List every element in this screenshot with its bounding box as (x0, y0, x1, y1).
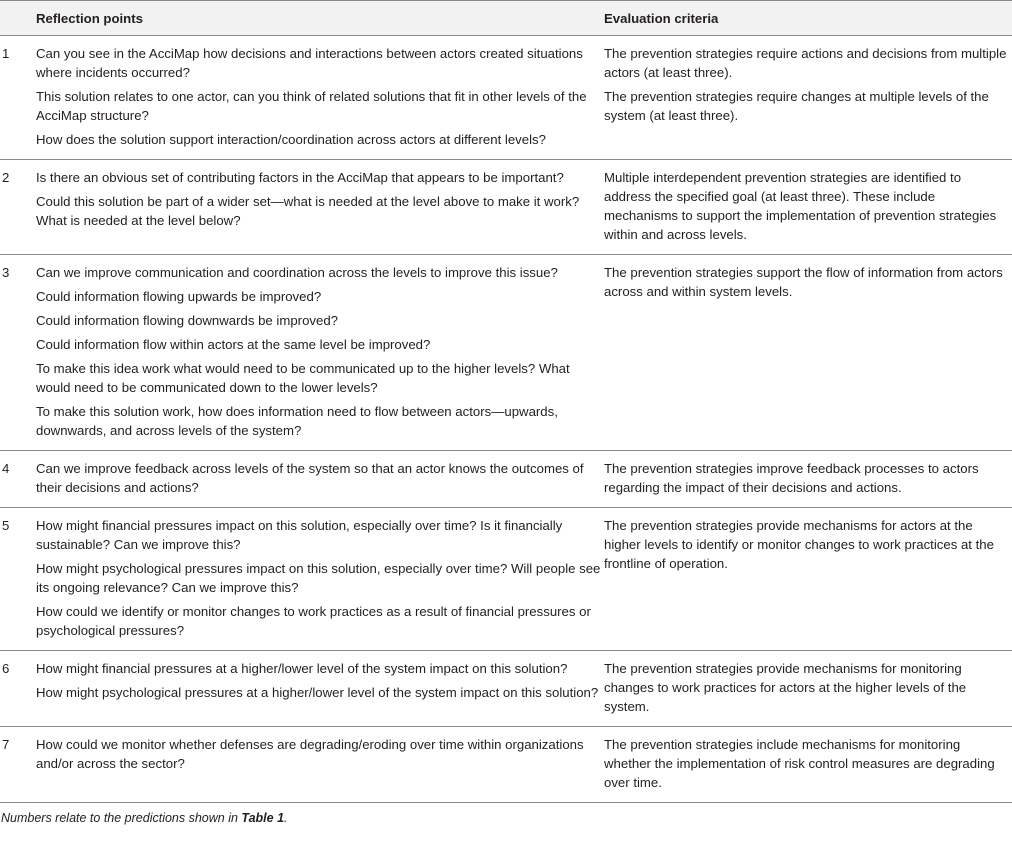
row-number: 7 (0, 727, 36, 803)
evaluation-criteria-cell (604, 727, 1012, 803)
reflection-points-cell (36, 451, 604, 508)
evaluation-criteria-cell (604, 451, 1012, 508)
table-footnote (0, 803, 1012, 828)
row-number: 6 (0, 651, 36, 727)
evaluation-criterion: The prevention strategies provide mechanisms for monitoring changes to work practices for actors at the higher levels of the system. (604, 661, 967, 714)
reflection-point: How could we identify or monitor changes to work practices as a result of financial pressures or psychological pressures? (36, 604, 591, 638)
table-row (0, 508, 1012, 651)
reflection-point: Can we improve feedback across levels of the system so that an actor knows the outcomes of their decisions and actions? (36, 461, 584, 495)
reflection-points-cell (36, 255, 604, 451)
reflection-point: To make this idea work what would need to be communicated up to the higher levels? What would need to be communicated down to the lower levels? (36, 361, 570, 395)
evaluation-criteria-cell (604, 508, 1012, 651)
reflection-points-cell (36, 160, 604, 255)
reflection-point: Could this solution be part of a wider set—what is needed at the level above to make it work? What is needed at the level below? (36, 194, 580, 228)
reflection-point: How might financial pressures impact on this solution, especially over time? Is it financially sustainable? Can we improve this? (36, 518, 563, 552)
reflection-points-cell (36, 36, 604, 160)
reflection-point: Can you see in the AcciMap how decisions and interactions between actors created situations where incidents occurred? (36, 46, 583, 80)
evaluation-criterion: The prevention strategies include mechanisms for monitoring whether the implementation of risk control measures are degrading over time. (604, 737, 995, 790)
header-evaluation-criteria: Evaluation criteria (604, 1, 1012, 36)
row-number: 2 (0, 160, 36, 255)
reflection-point: How might financial pressures at a higher/lower level of the system impact on this solution? (36, 661, 568, 676)
reflection-point: Could information flowing downwards be improved? (36, 313, 339, 328)
table-row (0, 36, 1012, 160)
reflection-point: How could we monitor whether defenses are degrading/eroding over time within organizations and/or across the sector? (36, 737, 584, 771)
table-row (0, 651, 1012, 727)
header-num (0, 1, 36, 36)
table-row (0, 255, 1012, 451)
header-reflection-points: Reflection points (36, 1, 604, 36)
reflection-point: Can we improve communication and coordination across the levels to improve this issue? (36, 265, 558, 280)
reflection-point: This solution relates to one actor, can you think of related solutions that fit in other levels of the AcciMap structure? (36, 89, 587, 123)
evaluation-criterion: The prevention strategies require actions and decisions from multiple actors (at least three). (604, 46, 1007, 80)
row-number: 1 (0, 36, 36, 160)
evaluation-criteria-cell (604, 651, 1012, 727)
evaluation-criterion: Multiple interdependent prevention strategies are identified to address the specified goal (at least three). These include mechanisms to support the implementation of prevention strategies within and across levels. (604, 170, 997, 242)
footnote-suffix: . (284, 811, 288, 825)
row-number: 4 (0, 451, 36, 508)
reflection-points-cell (36, 508, 604, 651)
table-body (0, 36, 1012, 803)
reflection-point: To make this solution work, how does information need to flow between actors—upwards, downwards, and across levels of the system? (36, 404, 558, 438)
reflection-points-cell (36, 727, 604, 803)
evaluation-criterion: The prevention strategies provide mechanisms for actors at the higher levels to identify or monitor changes to work practices at the frontline of operation. (604, 518, 994, 571)
evaluation-criterion: The prevention strategies support the flow of information from actors across and within system levels. (604, 265, 1003, 299)
evaluation-criterion: The prevention strategies improve feedback processes to actors regarding the impact of their decisions and actions. (604, 461, 979, 495)
reflection-point: How does the solution support interaction/coordination across actors at different levels? (36, 132, 546, 147)
evaluation-criteria-cell (604, 255, 1012, 451)
reflection-points-cell (36, 651, 604, 727)
table-row (0, 160, 1012, 255)
table-header-row (0, 1, 1012, 36)
table-row (0, 727, 1012, 803)
row-number: 3 (0, 255, 36, 451)
evaluation-criteria-cell (604, 160, 1012, 255)
reflection-point: How might psychological pressures impact on this solution, especially over time? Will people see its ongoing relevance? Can we improve this? (36, 561, 601, 595)
reflection-point: Could information flowing upwards be improved? (36, 289, 322, 304)
evaluation-criteria-cell (604, 36, 1012, 160)
footnote-prefix: Numbers relate to the predictions shown in (1, 811, 242, 825)
footnote-table-ref: Table 1 (241, 811, 285, 825)
reflection-point: Could information flow within actors at the same level be improved? (36, 337, 431, 352)
row-number: 5 (0, 508, 36, 651)
table-row (0, 451, 1012, 508)
reflection-point: Is there an obvious set of contributing factors in the AcciMap that appears to be important? (36, 170, 564, 185)
reflection-point: How might psychological pressures at a higher/lower level of the system impact on this solution? (36, 685, 599, 700)
evaluation-criterion: The prevention strategies require changes at multiple levels of the system (at least three). (604, 89, 989, 123)
